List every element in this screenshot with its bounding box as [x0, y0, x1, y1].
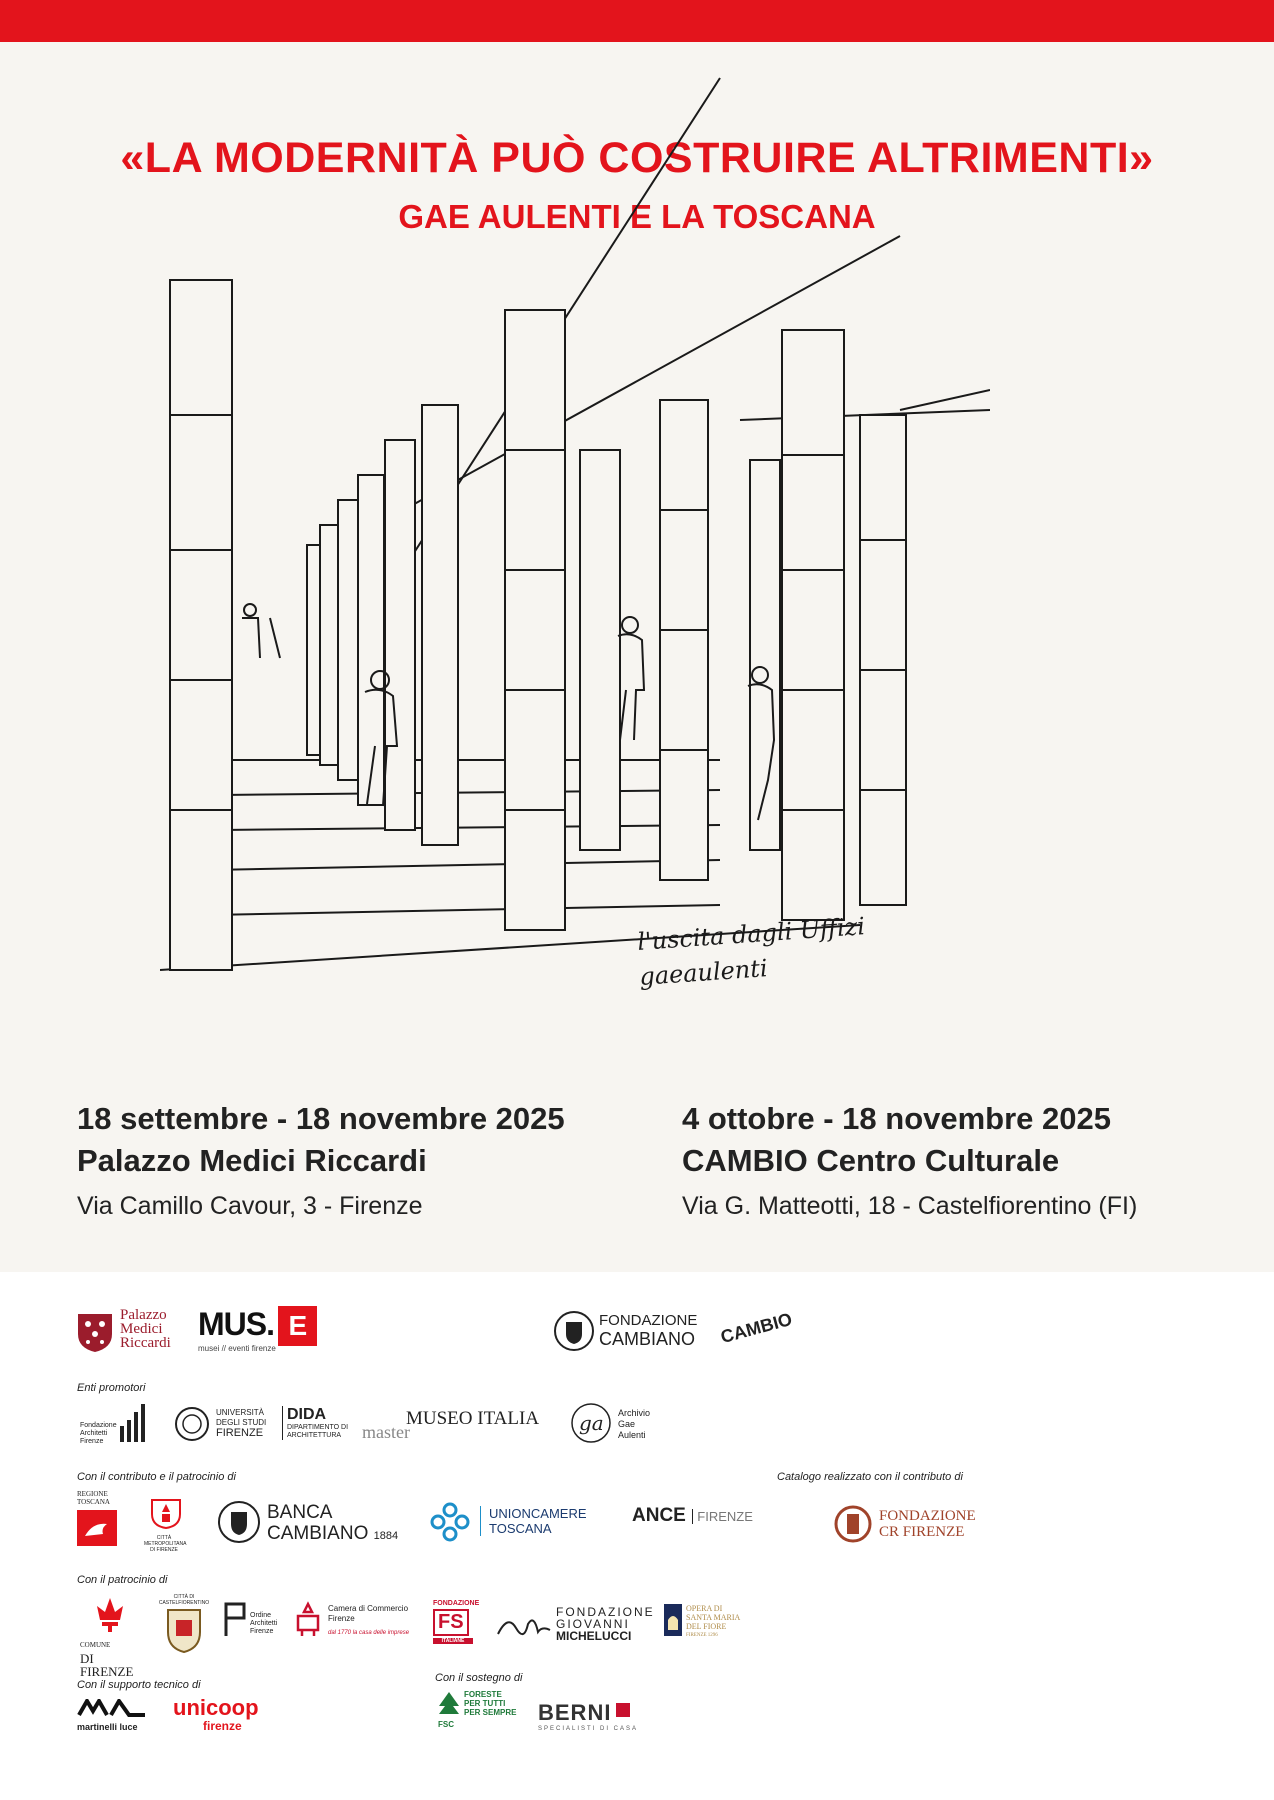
venue-dates: 18 settembre - 18 novembre 2025 [77, 1101, 565, 1136]
logo-text: MUSEO ITALIA [406, 1408, 540, 1429]
crest-icon [553, 1310, 595, 1352]
walking-figure [242, 618, 280, 658]
logo-text: FS [433, 1609, 469, 1636]
logo-text: Gae [618, 1419, 636, 1429]
walking-figure [618, 634, 644, 740]
step-line [220, 825, 720, 830]
logo-text: Firenze [328, 1614, 355, 1623]
logo-text: Archivio [618, 1408, 651, 1418]
column [782, 330, 844, 920]
logo-text: MICHELUCCI [556, 1629, 632, 1643]
logo-text: DEL FIORE [686, 1622, 727, 1631]
section-label-patrocinio: Con il patrocinio di [77, 1574, 168, 1586]
logo-text: Architetti [250, 1620, 278, 1627]
venue-place: Palazzo Medici Riccardi [77, 1143, 427, 1178]
logo-text: CAMBIANO [267, 1523, 369, 1544]
logo-text: master [362, 1422, 410, 1442]
crest-icon [217, 1500, 261, 1544]
muse-logo [198, 1306, 317, 1353]
column [505, 310, 565, 930]
logo-text: ARCHITETTURA [287, 1432, 342, 1439]
logo-text: FONDAZIONE [433, 1600, 480, 1607]
logo-text: martinelli luce [77, 1722, 138, 1732]
step-line [210, 905, 720, 915]
logo-text: Riccardi [120, 1335, 171, 1351]
pegasus-icon [77, 1510, 117, 1546]
logo-text: PER TUTTI [464, 1699, 506, 1708]
ga-monogram-icon [570, 1402, 612, 1444]
logo-text: UNIONCAMERE [489, 1506, 587, 1521]
logo-text: ITALIANE [433, 1638, 473, 1644]
logo-text: Firenze [80, 1438, 104, 1445]
logo-text: Camera di Commercio [328, 1604, 409, 1613]
florence-lily-icon [92, 1596, 128, 1634]
town-crest-icon [164, 1606, 204, 1656]
logo-text: ANCE [632, 1505, 686, 1526]
architecture-sketch [160, 70, 990, 1050]
column [860, 415, 906, 905]
column [338, 500, 360, 780]
logo-text: DI FIRENZE [80, 1651, 134, 1679]
logo-text: musei // eventi firenze [198, 1344, 276, 1353]
logo-text: SANTA MARIA [686, 1613, 741, 1622]
sketch-signature: gaeaulenti [638, 954, 769, 991]
logo-text: PER SEMPRE [464, 1708, 517, 1717]
logo-text: BANCA [267, 1502, 333, 1523]
berni-logo [538, 1700, 658, 1732]
berni-square-icon [616, 1703, 630, 1717]
logo-text: OPERA DI [686, 1604, 723, 1613]
column [307, 545, 321, 755]
castelfiorentino-logo [158, 1594, 210, 1661]
venue-place: CAMBIO Centro Culturale [682, 1143, 1060, 1178]
logo-text: Fondazione [80, 1422, 117, 1429]
logo-text: FIRENZE 1296 [686, 1633, 718, 1638]
logo-text: FIRENZE [692, 1509, 753, 1524]
logo-text: Ordine [250, 1612, 272, 1619]
logo-text: FONDAZIONE [879, 1508, 976, 1524]
top-red-bar [0, 0, 1274, 42]
comune-firenze-logo [80, 1596, 150, 1678]
logo-text: REGIONE [77, 1490, 108, 1498]
lamb-emblem-icon [292, 1600, 324, 1640]
logo-text: CAMBIANO [599, 1329, 696, 1349]
logo-text: DIDA [287, 1406, 327, 1423]
logo-text: GIOVANNI [556, 1617, 630, 1631]
column [385, 440, 415, 830]
logo-text: BERNI [538, 1700, 612, 1725]
logo-text: UNIVERSITÀ [216, 1408, 265, 1417]
column [422, 405, 458, 845]
column [320, 525, 338, 765]
fondazione-fs-logo [433, 1600, 483, 1644]
logo-text: FORESTE [464, 1690, 502, 1699]
regione-toscana-logo [77, 1490, 127, 1551]
step-line [210, 860, 720, 870]
column [580, 450, 620, 850]
section-label-catalogo: Catalogo realizzato con il contributo di [777, 1471, 963, 1483]
venue-address: Via Camillo Cavour, 3 - Firenze [77, 1192, 423, 1220]
university-seal-icon [174, 1406, 210, 1442]
sketch-caption: l'uscita dagli Uffizi [636, 912, 866, 956]
logo-text: unicoop [173, 1695, 259, 1720]
logo-text: MUS. [198, 1306, 274, 1342]
logo-text: CITTÀ DI CASTELFIORENTINO [158, 1594, 210, 1606]
palazzo-shield-icon [76, 1312, 114, 1352]
section-label-sostegno: Con il sostegno di [435, 1672, 523, 1684]
logo-text: FONDAZIONE [556, 1605, 655, 1619]
logo-text: CR FIRENZE [879, 1524, 965, 1540]
martinelli-mark-icon [77, 1699, 147, 1717]
logo-text: Architetti [80, 1430, 108, 1437]
venue-dates: 4 ottobre - 18 novembre 2025 [682, 1101, 1111, 1136]
cr-emblem-icon [833, 1504, 873, 1544]
step-line [220, 790, 720, 795]
signature-mark-icon [494, 1610, 554, 1640]
column [358, 475, 384, 805]
exhibition-title: «LA MODERNITÀ PUÒ COSTRUIRE ALTRIMENTI» [120, 134, 1154, 182]
logo-text: E [278, 1306, 317, 1346]
column [660, 400, 708, 880]
venue-castelfiorentino [682, 1098, 1137, 1226]
bars-icon [120, 1404, 150, 1444]
logo-text: TOSCANA [77, 1498, 110, 1506]
logo-text: TOSCANA [489, 1521, 552, 1536]
venue-address: Via G. Matteotti, 18 - Castelfiorentino (FI) [682, 1192, 1138, 1220]
logo-text: SPECIALISTI DI CASA [538, 1726, 639, 1732]
section-label-supporto: Con il supporto tecnico di [77, 1679, 201, 1691]
duomo-icon [664, 1604, 682, 1636]
ance-firenze-logo [632, 1505, 753, 1527]
ordine-mark-icon [222, 1600, 248, 1640]
unioncamere-emblem-icon [428, 1500, 472, 1544]
column [170, 280, 232, 970]
logo-text: DIPARTIMENTO DI [287, 1424, 349, 1431]
exhibition-subtitle: GAE AULENTI E LA TOSCANA [398, 198, 876, 235]
logo-text: Firenze [250, 1628, 274, 1635]
logo-text: COMUNE [80, 1641, 111, 1649]
svg-text:ga: ga [579, 1411, 604, 1435]
logo-text: CITTÀ METROPOLITANA DI FIRENZE [144, 1535, 187, 1553]
unicoop-firenze-logo [173, 1695, 259, 1733]
logo-text: Medici [120, 1321, 163, 1337]
venue-florence [77, 1098, 565, 1226]
logo-text: DEGLI STUDI [216, 1418, 267, 1427]
shield-icon [148, 1494, 184, 1530]
fsc-tree-icon [436, 1690, 462, 1720]
logo-text: Palazzo [120, 1307, 167, 1323]
perspective-line [900, 390, 990, 410]
logo-text: FIRENZE [216, 1427, 264, 1439]
martinelli-luce-logo [77, 1699, 152, 1732]
citta-metropolitana-logo [144, 1494, 187, 1553]
logo-text: 1884 [373, 1530, 399, 1542]
logo-text: Aulenti [618, 1430, 646, 1440]
logo-text: FONDAZIONE [599, 1312, 698, 1329]
section-label-contributo: Con il contributo e il patrocinio di [77, 1471, 236, 1483]
logo-text: FSC [438, 1720, 454, 1729]
logo-text: firenze [203, 1719, 242, 1733]
logo-text: dal 1770 la casa delle imprese [328, 1630, 410, 1636]
section-label-promotori: Enti promotori [77, 1382, 146, 1394]
cambio-logo: CAMBIO [718, 1308, 795, 1348]
